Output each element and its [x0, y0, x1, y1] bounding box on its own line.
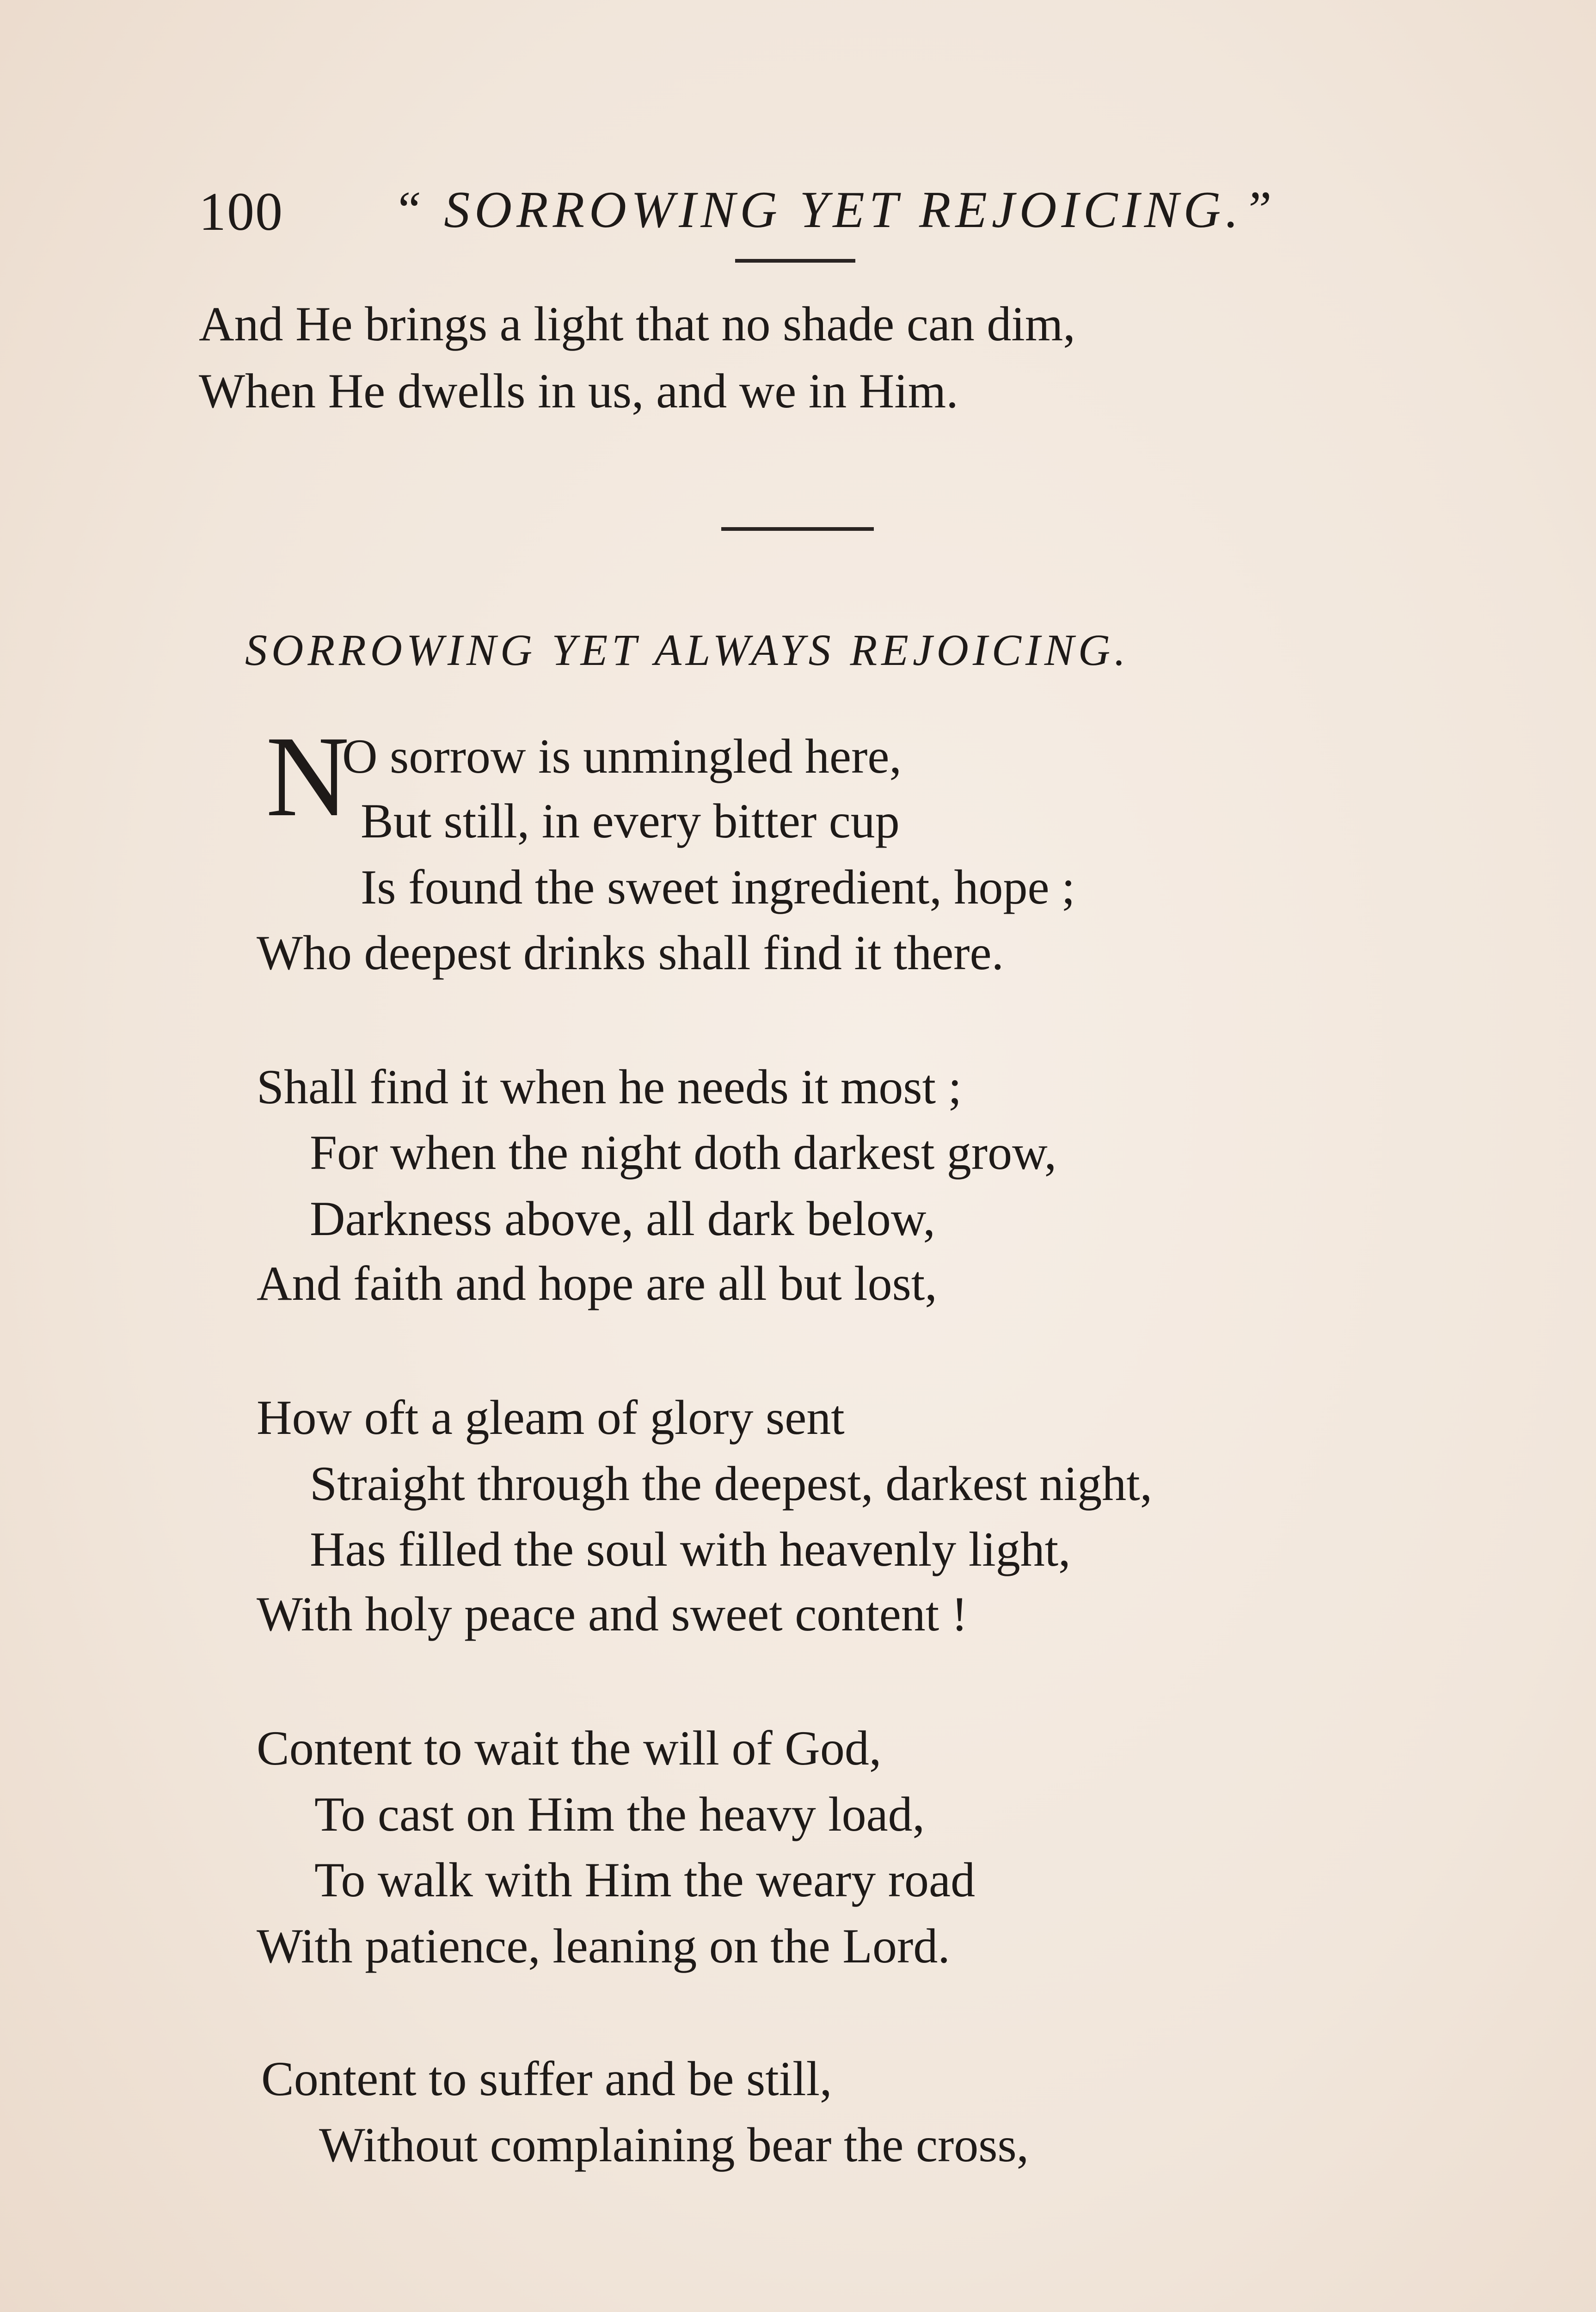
verse-line: And He brings a light that no shade can dim, — [199, 297, 1075, 351]
header-divider — [735, 259, 855, 263]
verse-line: To cast on Him the heavy load, — [314, 1787, 925, 1841]
verse-line: To walk with Him the weary road — [314, 1853, 976, 1907]
verse-line: For when the night doth darkest grow, — [310, 1125, 1057, 1180]
verse-line: Straight through the deepest, darkest night, — [310, 1457, 1153, 1511]
verse-line: Who deepest drinks shall find it there. — [257, 926, 1004, 980]
verse-line: Has filled the soul with heavenly light, — [310, 1522, 1071, 1576]
verse-line: With patience, leaning on the Lord. — [257, 1919, 950, 1973]
verse-line: Is found the sweet ingredient, hope ; — [361, 860, 1075, 914]
verse-line: Content to wait the will of God, — [257, 1721, 882, 1775]
verse-line: Without complaining bear the cross, — [319, 2118, 1029, 2172]
running-title: “ SORROWING YET REJOICING.” — [393, 181, 1277, 239]
verse-line: Content to suffer and be still, — [261, 2052, 832, 2106]
verse-line: With holy peace and sweet content ! — [257, 1587, 968, 1641]
verse-line: How oft a gleam of glory sent — [257, 1390, 845, 1445]
verse-line: But still, in every bitter cup — [361, 794, 900, 848]
drop-cap: N — [266, 713, 350, 841]
poem-title: SORROWING YET ALWAYS REJOICING. — [245, 625, 1130, 675]
verse-line: O sorrow is unmingled here, — [342, 729, 902, 783]
verse-line: When He dwells in us, and we in Him. — [199, 364, 958, 418]
running-head — [199, 180, 1355, 240]
verse-line: And faith and hope are all but lost, — [257, 1256, 937, 1310]
page-number: 100 — [199, 181, 283, 242]
verse-line: Darkness above, all dark below, — [310, 1192, 936, 1246]
verse-line: Shall find it when he needs it most ; — [257, 1060, 962, 1114]
section-divider — [721, 527, 874, 531]
